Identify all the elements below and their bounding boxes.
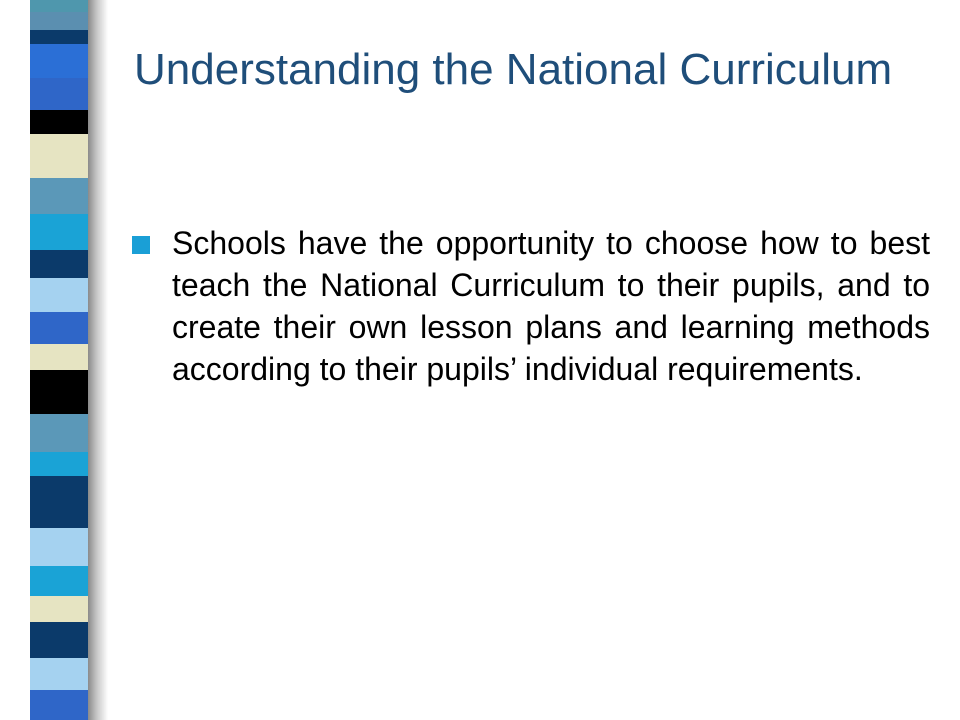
stripe-segment	[30, 214, 88, 250]
stripe-segment	[30, 12, 88, 30]
stripe-segment	[30, 110, 88, 134]
stripe-segment	[30, 596, 88, 622]
stripe-segment	[30, 370, 88, 414]
stripe-segment	[30, 690, 88, 720]
stripe-segment	[30, 344, 88, 370]
slide-body	[130, 222, 930, 390]
stripe-segment	[30, 134, 88, 178]
stripe-segment	[30, 0, 88, 12]
slide-title: Understanding the National Curriculum	[134, 45, 893, 94]
stripe-segment	[30, 476, 88, 528]
stripe-bar-shadow	[88, 0, 108, 720]
stripe-segment	[30, 178, 88, 214]
stripe-segment	[30, 312, 88, 344]
decorative-stripe-bar	[30, 0, 88, 720]
stripe-segment	[30, 414, 88, 452]
stripe-segment	[30, 78, 88, 110]
stripe-segment	[30, 622, 88, 658]
stripe-segment	[30, 30, 88, 44]
bullet-item	[130, 222, 930, 390]
stripe-segment	[30, 278, 88, 312]
stripe-segment	[30, 44, 88, 78]
bullet-text: Schools have the opportunity to choose how to best teach the National Curriculum to their pupils, and to create their own lesson plans and learning methods according to their pupils’ individual requirements.	[172, 225, 930, 387]
stripe-segment	[30, 250, 88, 278]
square-bullet-icon	[132, 236, 150, 254]
stripe-segment	[30, 452, 88, 476]
stripe-segment	[30, 658, 88, 690]
stripe-segment	[30, 528, 88, 566]
stripe-segment	[30, 566, 88, 596]
